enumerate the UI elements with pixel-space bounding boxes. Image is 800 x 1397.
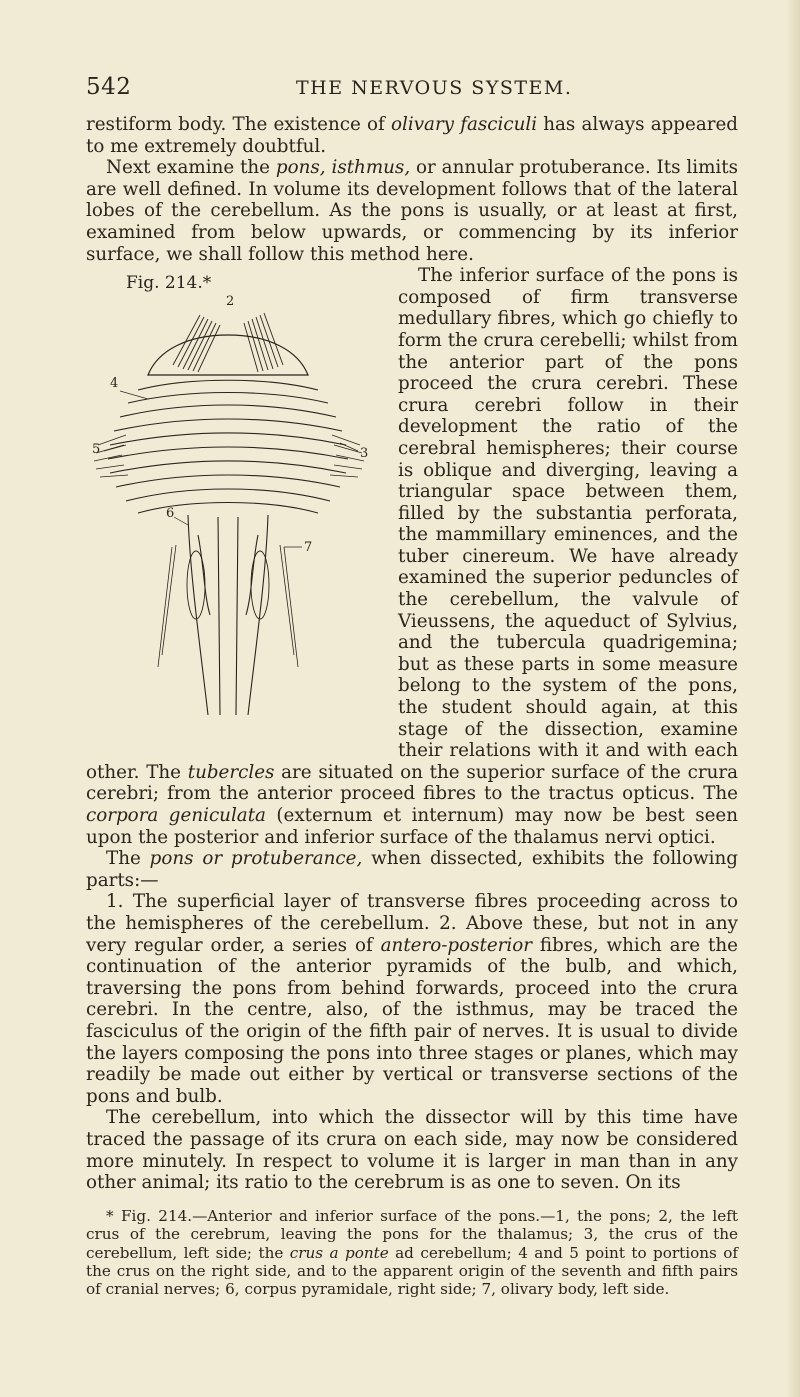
page-header — [86, 74, 738, 108]
pons-transverse-fibres — [108, 380, 348, 513]
text-run: restiform body. The existence of — [86, 114, 392, 135]
text-run: has always appeared to me extremely doubtful. — [86, 114, 738, 157]
italic-text: pons or protuberance, — [149, 848, 363, 870]
text-run: * Fig. 214.—Anterior and inferior surface of the pons.—1, the pons; 2, the left crus of the cerebrum, leaving the pons for the thalamus; 3, the crus of the cerebellum, left side; the — [86, 1207, 738, 1262]
text-run: fibres, which are the continuation of the anterior pyramids of the bulb, and which, traversing the pons from behind forwards, proceed into the crura cerebri. In the centre, also, of the isthmus, may be traced the fasciculus of the origin of the fifth pair of nerves. It is usual to divide the layers composing the pons into three stages or planes, which may readily be made out either by vertical or transverse sections of the pons and bulb. — [86, 934, 738, 1107]
pons-top-outline — [148, 335, 308, 375]
paragraph — [86, 1107, 738, 1193]
page-edge-shadow — [786, 0, 800, 1397]
text-run: 1. The superficial layer of transverse fibres proceeding across to the hemispheres of the cerebellum. 2. Above these, but not in any very regular order, a series of — [86, 891, 738, 956]
figure-214 — [78, 265, 388, 745]
figure-marker: 7 — [304, 540, 313, 556]
text-run: when dissected, exhibits the following parts:— — [86, 848, 738, 891]
paragraph-with-figure — [86, 265, 738, 848]
text-run: The cerebellum, into which the dissector will by this time have traced the passage of its crura on each side, may now be considered more minutely. In respect to volume it is larger in man than in any other animal; its ratio to the cerebrum is as one to seven. On its — [86, 1107, 738, 1194]
body-text — [86, 114, 738, 1194]
paragraph — [86, 157, 738, 265]
text-run: are situated on the superior surface of the crura cerebri; from the anterior proceed fibres to the tractus opticus. The — [86, 761, 738, 805]
pons-illustration — [78, 295, 378, 735]
nerve-roots — [158, 545, 298, 667]
italic-text: pons, isthmus, — [275, 157, 411, 179]
paragraph — [86, 114, 738, 157]
italic-text: tubercles — [187, 761, 275, 783]
figure-label: Fig. 214.* — [126, 273, 212, 294]
figure-marker: 3 — [360, 446, 369, 462]
text-run: The inferior surface of the pons is composed of firm transverse medullary fibres, which go chiefly to form the crura cerebelli; whilst from the anterior part of the pons proceed the crura cerebri. These crura cerebri follow in their development the ratio of the cerebral hemispheres; their course is oblique and diverging, leaving a triangular space between them, filled by the substantia perforata, the mammillary eminences, and the tuber cinereum. We have already examined the superior peduncles of the cerebellum, the valvule of Vieussens, the aqueduct of Sylvius, and the tubercula quadrigemina; but as these parts in some measure belong to the system of the pons, the student should again, at this stage of the dissection, examine their relations with it and with each other. The — [86, 265, 738, 783]
footnote — [86, 1207, 738, 1298]
figure-marker: 5 — [92, 442, 101, 458]
figure-marker: 4 — [110, 376, 119, 392]
crus-right-fibres — [244, 313, 283, 372]
italic-text: corpora geniculata — [86, 805, 266, 826]
page-number: 542 — [86, 74, 132, 100]
text-run: Next examine the — [106, 157, 276, 179]
italic-text: olivary fasciculi — [391, 114, 538, 135]
olivary-bodies — [187, 551, 269, 619]
figure-marker: 6 — [166, 506, 175, 522]
running-head: THE NERVOUS SYSTEM. — [296, 77, 573, 99]
text-run: ad cerebellum; 4 and 5 point to portions of the crus on the right side, and to the apparent origin of the seventh and fifth pairs of cranial nerves; 6, corpus pyramidale, right side; 7, olivary body, left side. — [86, 1243, 738, 1299]
italic-text: crus a ponte — [289, 1243, 389, 1262]
footnote-text — [86, 1207, 738, 1298]
leader-lines — [104, 391, 358, 547]
italic-text: antero-posterior — [380, 934, 533, 956]
text-run: or annular protuberance. Its limits are well defined. In volume its development follows that of the lateral lobes of the cerebellum. As the pons is usually, or at least at first, examined from below upwards, or commencing by its inferior surface, we shall follow this method here. — [86, 157, 738, 265]
paragraph — [86, 848, 738, 891]
figure-marker: 2 — [226, 295, 235, 310]
paragraph — [86, 891, 738, 1107]
text-run: The — [106, 848, 150, 870]
text-run: (externum et internum) may now be best seen upon the posterior and inferior surface of the thalamus nervi optici. — [86, 805, 738, 848]
